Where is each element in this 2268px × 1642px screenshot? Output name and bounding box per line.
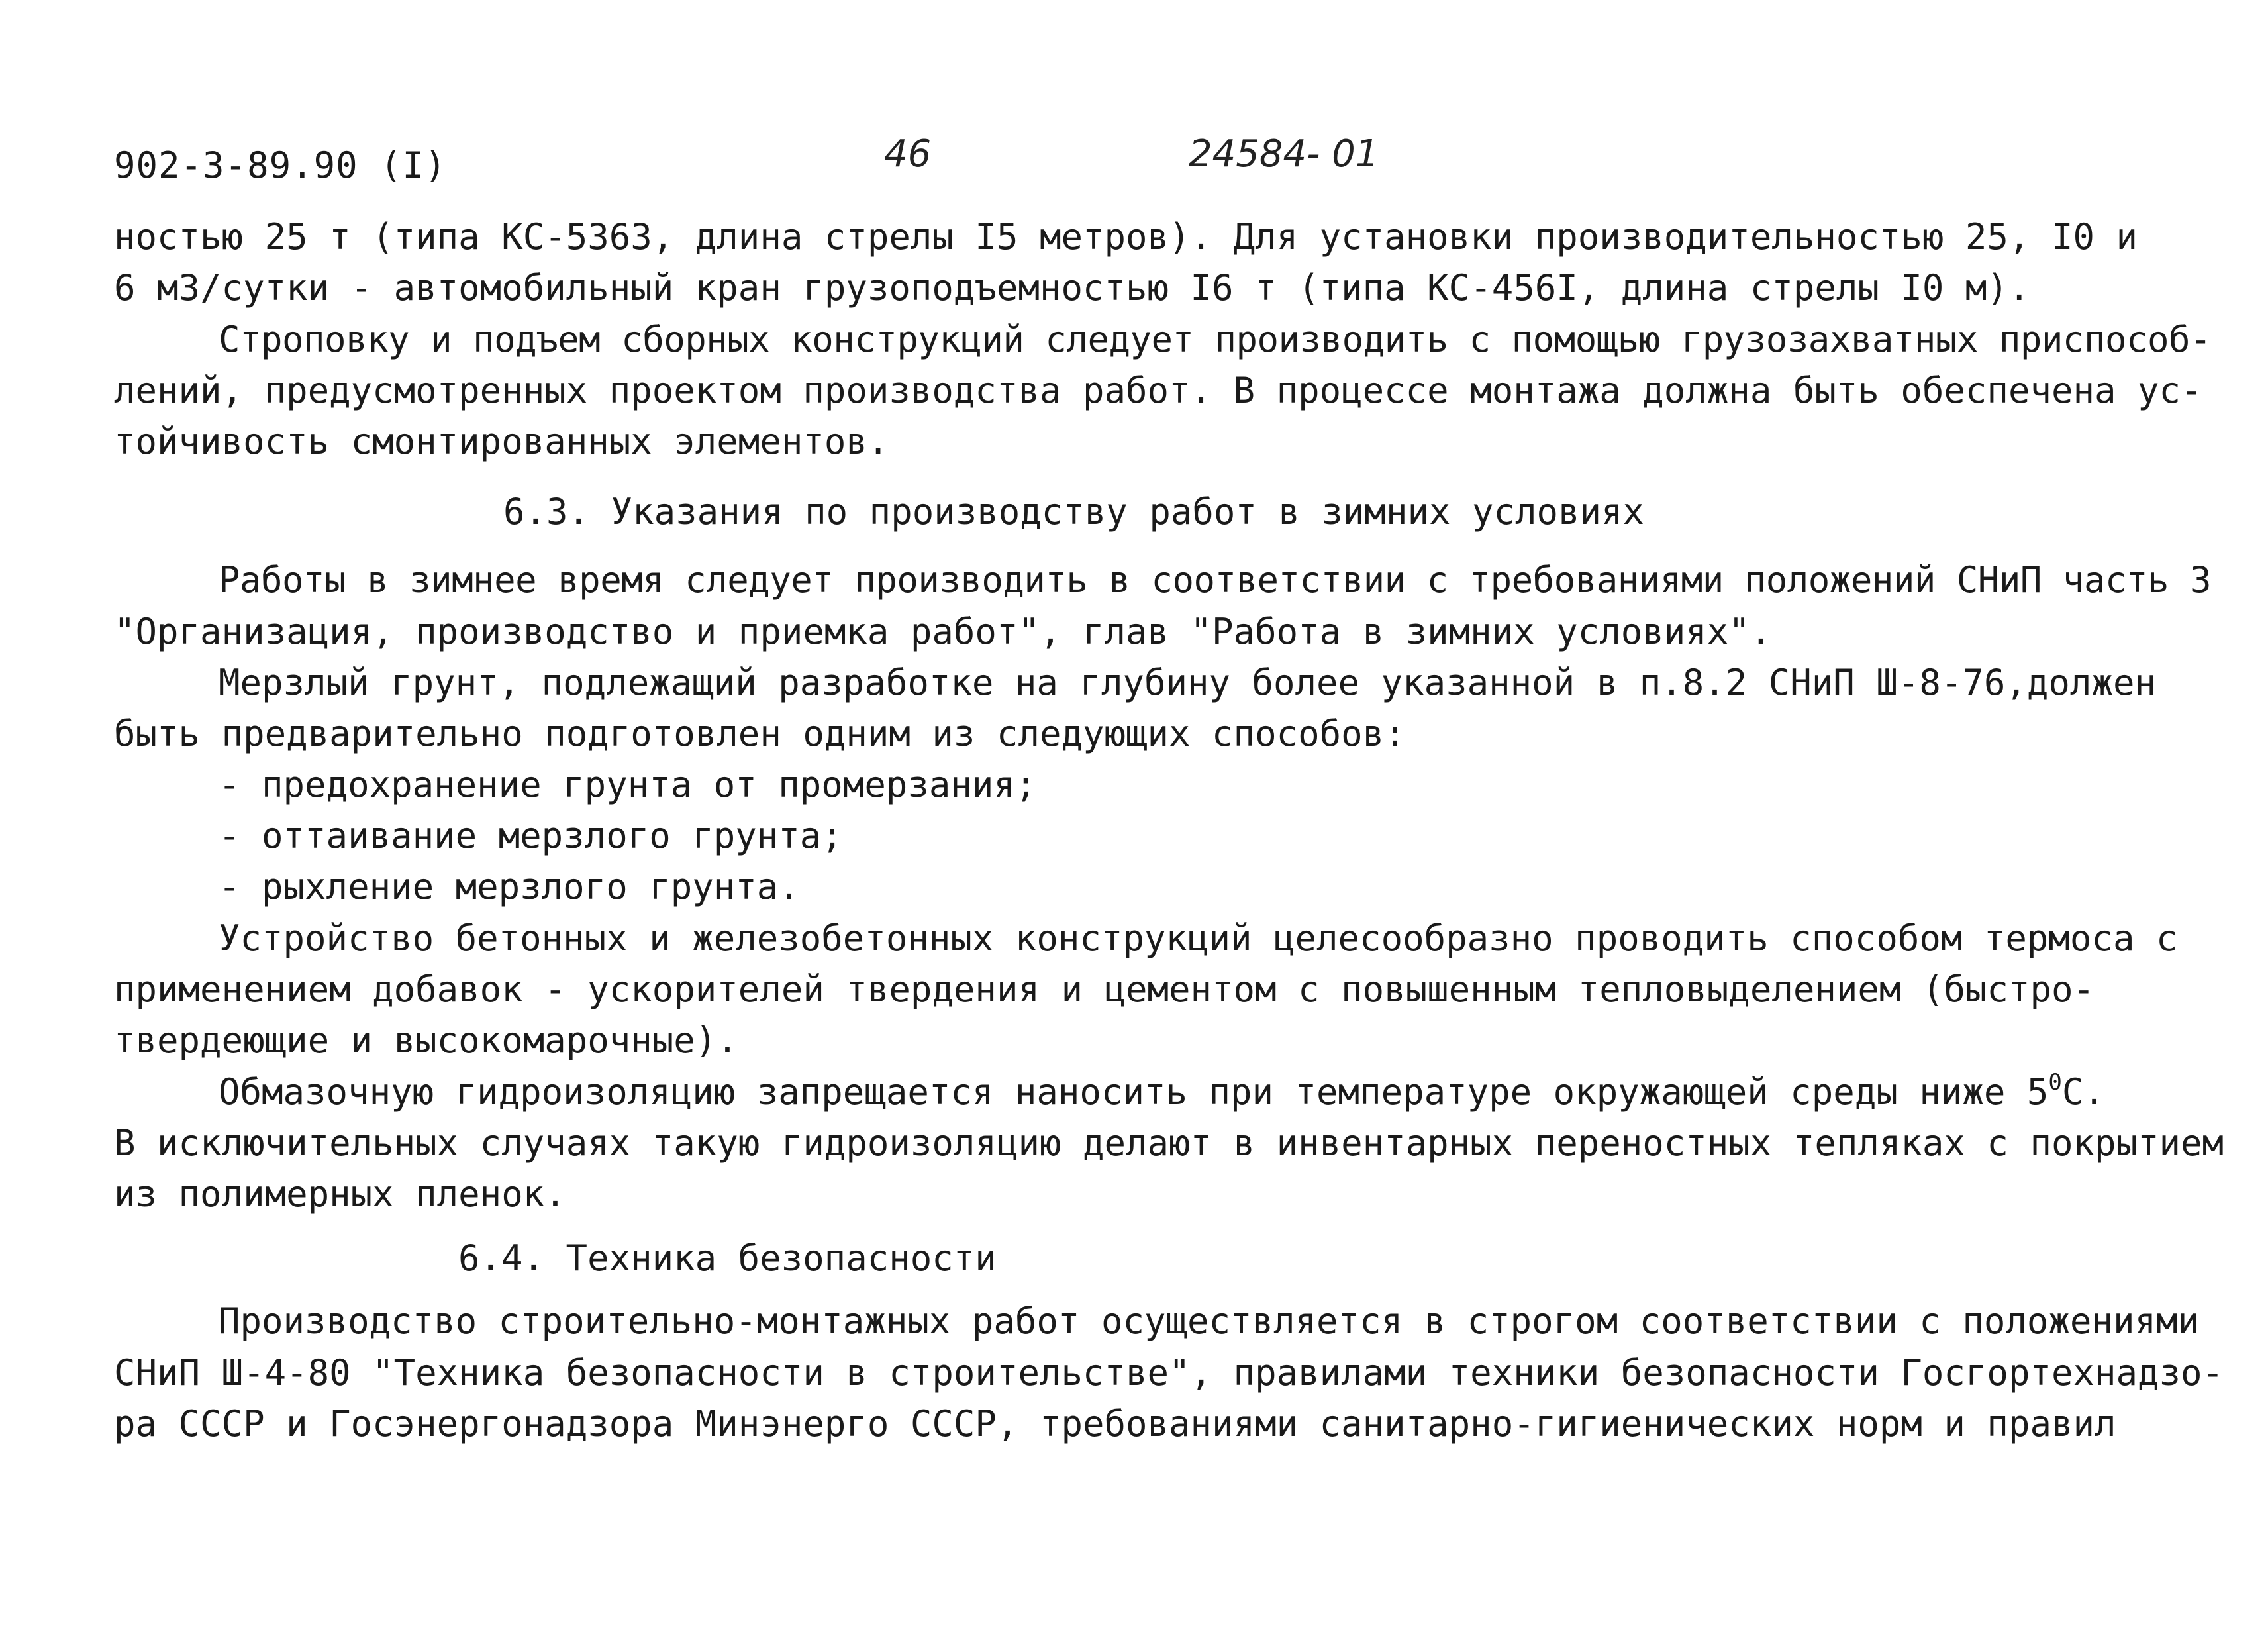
text-line: В исключительных случаях такую гидроизоляцию делают в инвентарных переностных тепляках с покрытием <box>114 1122 2224 1164</box>
text-line: твердеющие и высокомарочные). <box>114 1019 738 1061</box>
page-number: 46 <box>884 132 932 176</box>
text-line: ра СССР и Госэнергонадзора Минэнерго СССР, требованиями санитарно-гигиенических норм и правил <box>114 1403 2116 1445</box>
section-heading-6-3: 6.3. Указания по производству работ в зимних условиях <box>503 491 1645 533</box>
document-code: 902-3-89.90 (I) <box>114 144 447 186</box>
text-line: СНиП Ш-4-80 "Техника безопасности в строительстве", правилами техники безопасности Госгортехнадзо- <box>114 1352 2224 1394</box>
text-line: быть предварительно подготовлен одним из следующих способов: <box>114 713 1406 754</box>
text-line: ностью 25 т (типа КС-5363, длина стрелы I5 метров). Для установки производительностью 25, I0 и <box>114 216 2138 258</box>
archive-number: 24584- 01 <box>1189 132 1379 176</box>
text-line: Производство строительно-монтажных работ осуществляется в строгом соответствии с положениями <box>219 1300 2199 1342</box>
text-line: лений, предусмотренных проектом производства работ. В процессе монтажа должна быть обеспечена ус- <box>114 370 2202 411</box>
text-segment: Обмазочную гидроизоляцию запрещается наносить при температуре окружающей среды ниже 5 <box>219 1071 2049 1113</box>
text-line: "Организация, производство и приемка работ", глав "Работа в зимних условиях". <box>114 611 1772 652</box>
degree-superscript: 0 <box>2048 1069 2062 1096</box>
section-heading-6-4: 6.4. Техника безопасности <box>458 1237 997 1279</box>
text-line: Устройство бетонных и железобетонных конструкций целесообразно проводить способом термоса с <box>219 917 2178 959</box>
list-item: - рыхление мерзлого грунта. <box>219 866 800 907</box>
list-item: - оттаивание мерзлого грунта; <box>219 815 843 856</box>
text-line: Работы в зимнее время следует производить в соответствии с требованиями положений СНиП часть 3 <box>219 559 2212 601</box>
text-line: 6 м3/сутки - автомобильный кран грузоподъемностью I6 т (типа КС-456I, длина стрелы I0 м). <box>114 267 2030 309</box>
text-line: из полимерных пленок. <box>114 1173 566 1215</box>
text-line: Строповку и подъем сборных конструкций следует производить с помощью грузозахватных приспособ- <box>219 319 2212 360</box>
text-segment: С. <box>2061 1071 2105 1113</box>
text-line: применением добавок - ускорителей твердения и цементом с повышенным тепловыделением (быстро- <box>114 968 2095 1010</box>
list-item: - предохранение грунта от промерзания; <box>219 764 1037 805</box>
text-line: Мерзлый грунт, подлежащий разработке на глубину более указанной в п.8.2 СНиП Ш-8-76,должен <box>219 662 2156 703</box>
text-line: тойчивость смонтированных элементов. <box>114 421 889 462</box>
text-line <box>219 1069 2105 1113</box>
